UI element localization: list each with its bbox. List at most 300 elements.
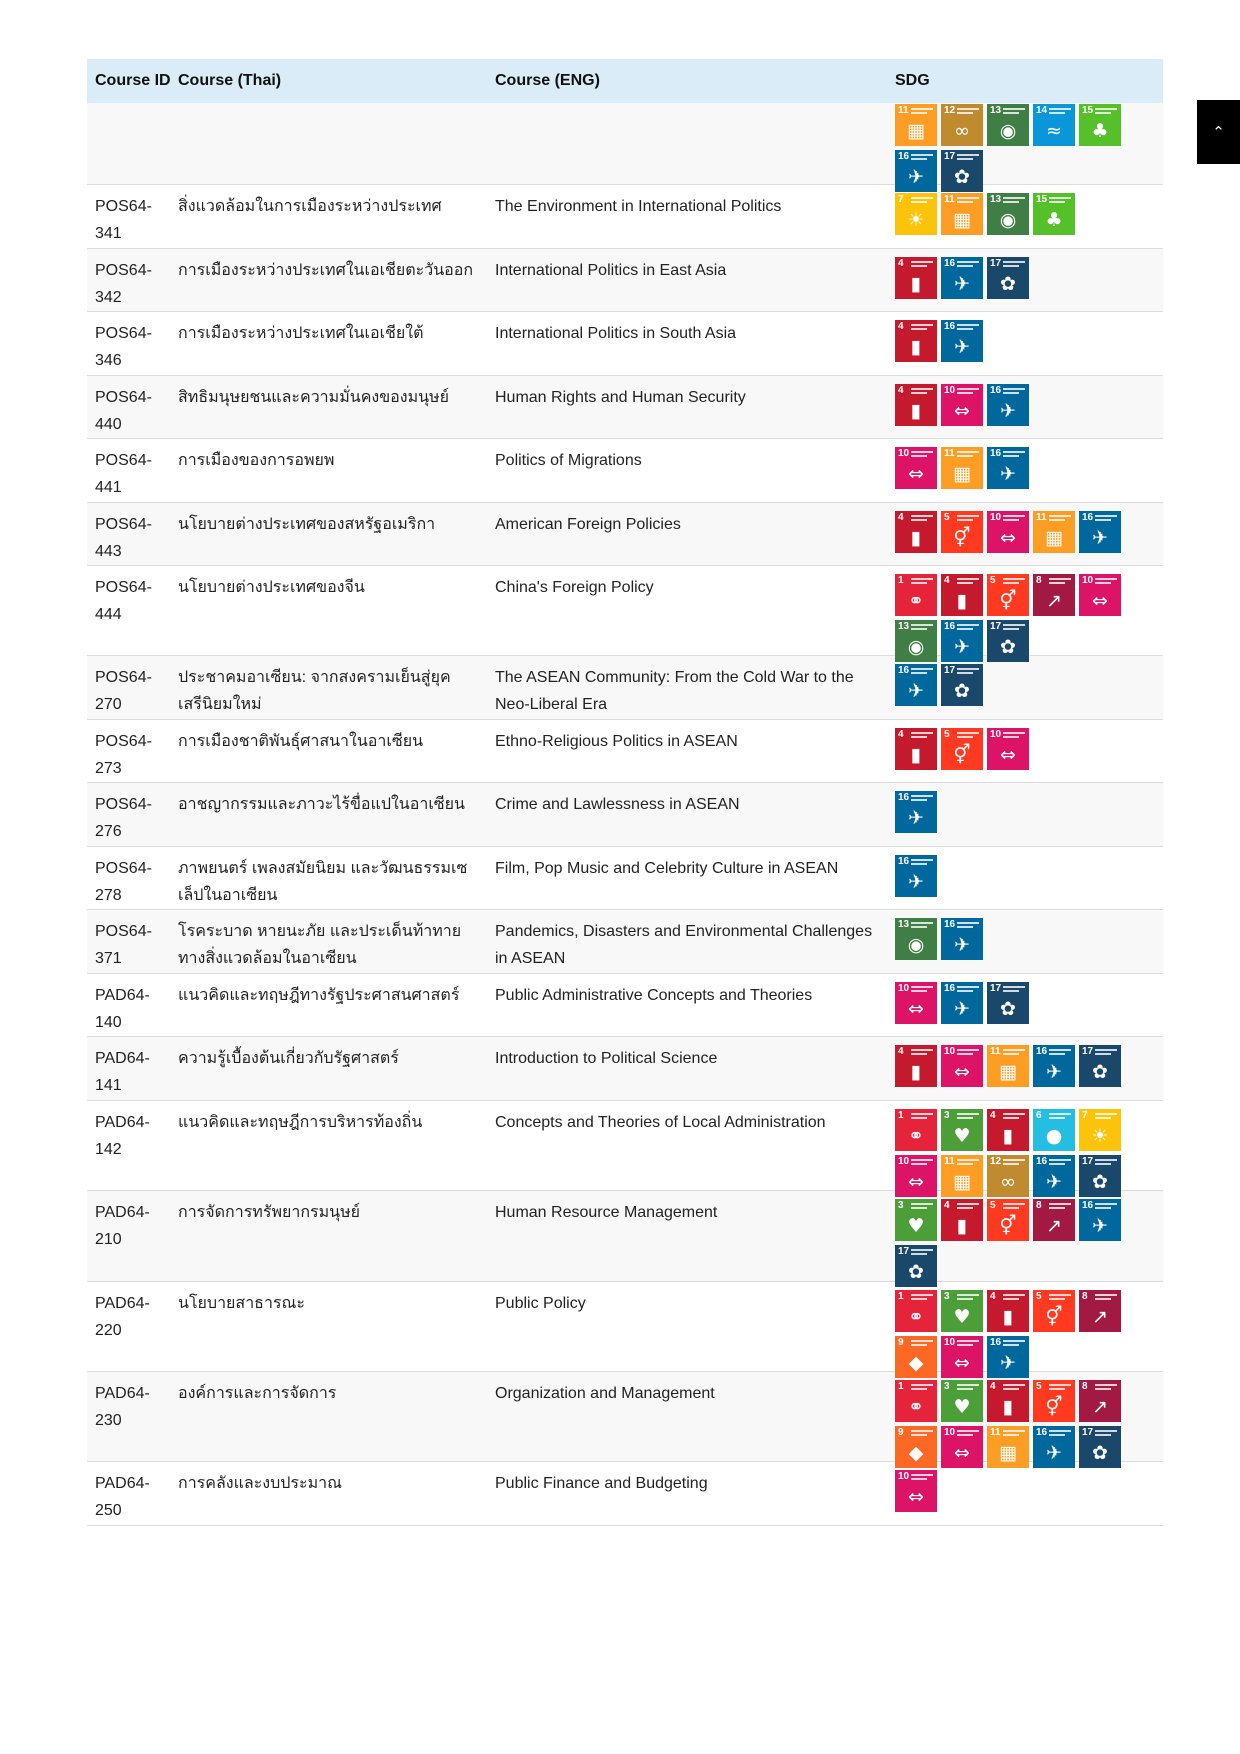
- sdg-number: 16: [898, 151, 910, 162]
- header-course-id: Course ID: [95, 72, 171, 89]
- sdg-number: 4: [944, 575, 950, 586]
- sdg-number: 5: [1036, 1381, 1042, 1392]
- dove-icon: ✈: [1092, 1215, 1108, 1237]
- sdg-16-dove-icon: [895, 150, 937, 192]
- course-id-cell: POS64-270: [95, 669, 152, 713]
- sdg-number: 3: [944, 1110, 950, 1121]
- book-icon: ▮: [910, 527, 922, 549]
- tree-icon: ♣: [1091, 120, 1109, 142]
- sdg-16-dove-icon: [987, 447, 1029, 489]
- sdg-cell: [895, 439, 1163, 502]
- course-thai-cell: ความรู้เบื้องต้นเกี่ยวกับรัฐศาสตร์: [178, 1050, 399, 1067]
- course-thai-cell: การจัดการทรัพยากรมนุษย์: [178, 1204, 361, 1221]
- sdg-17-flower-rings-icon: [1079, 1155, 1121, 1197]
- course-id-cell: POS64-341: [95, 198, 152, 242]
- course-thai-cell: การเมืองของการอพยพ: [178, 452, 335, 469]
- course-thai-cell: โรคระบาด หายนะภัย และประเด็นท้าทายทางสิ่งแวดล้อมในอาเซียน: [178, 923, 462, 967]
- sdg-17-flower-rings-icon: [1079, 1426, 1121, 1468]
- sdg-16-dove-icon: [941, 918, 983, 960]
- scroll-to-top-button[interactable]: [1197, 100, 1240, 164]
- table-row: [87, 974, 1163, 1037]
- course-thai-cell: การเมืองระหว่างประเทศในเอเชียตะวันออก: [178, 262, 474, 279]
- sdg-9-cubes-icon: [895, 1336, 937, 1378]
- header-course-thai: Course (Thai): [178, 72, 282, 89]
- city-icon: ▦: [953, 463, 971, 485]
- course-id-cell: PAD64-140: [95, 987, 150, 1031]
- sdg-number: 8: [1036, 1200, 1042, 1211]
- sdg-17-flower-rings-icon: [987, 257, 1029, 299]
- table-row: [87, 249, 1163, 312]
- sdg-17-flower-rings-icon: [941, 150, 983, 192]
- table-row: [87, 720, 1163, 783]
- sdg-7-sun-icon: [1079, 1109, 1121, 1151]
- sdg-number: 10: [944, 1337, 956, 1348]
- course-id-cell: POS64-342: [95, 262, 152, 306]
- sdg-number: 4: [944, 1200, 950, 1211]
- sdg-number: 16: [1082, 512, 1094, 523]
- sdg-number: 17: [1082, 1427, 1094, 1438]
- sdg-16-dove-icon: [895, 791, 937, 833]
- sun-icon: ☀: [1091, 1125, 1109, 1147]
- dove-icon: ✈: [954, 636, 970, 658]
- sdg-3-heartbeat-icon: [941, 1109, 983, 1151]
- sdg-number: 17: [898, 1246, 910, 1257]
- sdg-number: 16: [1036, 1046, 1048, 1057]
- sdg-cell: [895, 312, 1163, 375]
- sdg-number: 13: [898, 621, 910, 632]
- sdg-cell: [895, 249, 1163, 311]
- sdg-icon-list: [895, 511, 1135, 553]
- course-eng-cell: Crime and Lawlessness in ASEAN: [495, 796, 740, 813]
- sdg-11-city-icon: [941, 1155, 983, 1197]
- course-thai-cell: การเมืองชาติพันธุ์ศาสนาในอาเซียน: [178, 733, 423, 750]
- sdg-number: 17: [1082, 1046, 1094, 1057]
- course-thai-cell: องค์การและการจัดการ: [178, 1385, 337, 1402]
- equality-arrows-icon: ⇔: [954, 1442, 970, 1464]
- table-row: [87, 312, 1163, 376]
- equality-arrows-icon: ⇔: [908, 998, 924, 1020]
- sdg-10-equality-arrows-icon: [941, 384, 983, 426]
- sdg-10-equality-arrows-icon: [895, 982, 937, 1024]
- sdg-4-book-icon: [895, 728, 937, 770]
- sdg-icon-list: [895, 1045, 1135, 1087]
- sdg-15-tree-icon: [1079, 104, 1121, 146]
- sdg-number: 16: [898, 856, 910, 867]
- course-id-cell: POS64-443: [95, 516, 152, 560]
- sdg-5-gender-icon: [1033, 1290, 1075, 1332]
- sdg-1-family-icon: [895, 1380, 937, 1422]
- city-icon: ▦: [999, 1442, 1017, 1464]
- eye-globe-icon: ◉: [907, 934, 925, 956]
- sdg-4-book-icon: [987, 1380, 1029, 1422]
- sdg-cell: [895, 847, 1163, 909]
- sdg-number: 1: [898, 1291, 904, 1302]
- sdg-number: 11: [944, 194, 955, 205]
- book-icon: ▮: [910, 400, 922, 422]
- flower-rings-icon: ✿: [1000, 636, 1016, 658]
- dove-icon: ✈: [908, 871, 924, 893]
- sdg-icon-list: [895, 1199, 1135, 1287]
- course-eng-cell: Human Resource Management: [495, 1204, 718, 1221]
- table-row: [87, 439, 1163, 503]
- sdg-number: 10: [898, 1471, 910, 1482]
- sdg-icon-list: [895, 384, 1135, 426]
- sdg-number: 9: [898, 1427, 904, 1438]
- growth-chart-icon: ↗: [1092, 1396, 1108, 1418]
- sdg-number: 1: [898, 575, 904, 586]
- sdg-number: 16: [898, 792, 910, 803]
- course-id-cell: POS64-444: [95, 579, 152, 623]
- flower-rings-icon: ✿: [1000, 998, 1016, 1020]
- sdg-number: 4: [990, 1381, 996, 1392]
- sdg-number: 16: [944, 919, 956, 930]
- sdg-17-flower-rings-icon: [941, 664, 983, 706]
- city-icon: ▦: [953, 209, 971, 231]
- tree-icon: ♣: [1045, 209, 1063, 231]
- course-eng-cell: International Politics in South Asia: [495, 325, 737, 342]
- sdg-icon-list: [895, 1380, 1135, 1468]
- infinity-icon: ∞: [954, 120, 970, 142]
- sdg-16-dove-icon: [1033, 1045, 1075, 1087]
- sdg-number: 13: [898, 919, 910, 930]
- course-eng-cell: Public Administrative Concepts and Theories: [495, 987, 813, 1004]
- family-icon: ⚭: [908, 590, 924, 612]
- book-icon: ▮: [910, 336, 922, 358]
- sdg-cell: [895, 1101, 1163, 1193]
- sdg-4-book-icon: [895, 511, 937, 553]
- sdg-16-dove-icon: [895, 664, 937, 706]
- dove-icon: ✈: [1046, 1061, 1062, 1083]
- sdg-3-heartbeat-icon: [941, 1380, 983, 1422]
- city-icon: ▦: [999, 1061, 1017, 1083]
- growth-chart-icon: ↗: [1046, 590, 1062, 612]
- sdg-number: 16: [990, 448, 1002, 459]
- book-icon: ▮: [910, 1061, 922, 1083]
- sdg-12-infinity-icon: [941, 104, 983, 146]
- sdg-icon-list: [895, 1290, 1135, 1378]
- sdg-16-dove-icon: [1079, 511, 1121, 553]
- sdg-number: 16: [944, 258, 956, 269]
- dove-icon: ✈: [1046, 1442, 1062, 1464]
- heartbeat-icon: ♥: [907, 1215, 925, 1237]
- equality-arrows-icon: ⇔: [954, 400, 970, 422]
- sdg-number: 8: [1082, 1381, 1088, 1392]
- course-eng-cell: Human Rights and Human Security: [495, 389, 746, 406]
- sdg-17-flower-rings-icon: [895, 1245, 937, 1287]
- sdg-17-flower-rings-icon: [987, 620, 1029, 662]
- sdg-number: 4: [990, 1291, 996, 1302]
- sdg-10-equality-arrows-icon: [987, 511, 1029, 553]
- sdg-8-growth-chart-icon: [1079, 1380, 1121, 1422]
- sdg-number: 10: [990, 512, 1002, 523]
- sdg-number: 1: [898, 1110, 904, 1121]
- water-drop-icon: ●: [1045, 1125, 1063, 1147]
- sdg-number: 16: [1036, 1427, 1048, 1438]
- flower-rings-icon: ✿: [1000, 273, 1016, 295]
- table-row: [87, 847, 1163, 910]
- eye-globe-icon: ◉: [999, 209, 1017, 231]
- table-row: [87, 566, 1163, 656]
- sdg-number: 14: [1036, 105, 1048, 116]
- course-eng-cell: Politics of Migrations: [495, 452, 642, 469]
- sdg-16-dove-icon: [895, 855, 937, 897]
- sdg-9-cubes-icon: [895, 1426, 937, 1468]
- flower-rings-icon: ✿: [1092, 1171, 1108, 1193]
- family-icon: ⚭: [908, 1306, 924, 1328]
- sdg-11-city-icon: [895, 104, 937, 146]
- course-table: [87, 59, 1163, 1526]
- table-row: [87, 656, 1163, 720]
- sdg-cell: [895, 656, 1163, 719]
- sdg-icon-list: [895, 791, 1135, 833]
- sdg-icon-list: [895, 574, 1135, 662]
- sdg-number: 4: [898, 258, 904, 269]
- sdg-icon-list: [895, 982, 1135, 1024]
- sdg-17-flower-rings-icon: [987, 982, 1029, 1024]
- gender-icon: ⚥: [1045, 1396, 1063, 1418]
- dove-icon: ✈: [908, 680, 924, 702]
- course-eng-cell: Public Policy: [495, 1295, 586, 1312]
- eye-globe-icon: ◉: [999, 120, 1017, 142]
- sdg-number: 3: [898, 1200, 904, 1211]
- sdg-number: 10: [944, 1427, 956, 1438]
- sdg-number: 10: [944, 1046, 956, 1057]
- course-id-cell: POS64-346: [95, 325, 152, 369]
- course-eng-cell: Organization and Management: [495, 1385, 715, 1402]
- sdg-10-equality-arrows-icon: [941, 1336, 983, 1378]
- sdg-8-growth-chart-icon: [1033, 574, 1075, 616]
- dove-icon: ✈: [1046, 1171, 1062, 1193]
- sdg-number: 5: [1036, 1291, 1042, 1302]
- course-eng-cell: Public Finance and Budgeting: [495, 1475, 708, 1492]
- course-thai-cell: นโยบายต่างประเทศของจีน: [178, 579, 365, 596]
- sdg-number: 16: [1036, 1156, 1048, 1167]
- sdg-11-city-icon: [987, 1426, 1029, 1468]
- sdg-8-growth-chart-icon: [1033, 1199, 1075, 1241]
- table-row: [87, 1037, 1163, 1101]
- sdg-number: 10: [944, 385, 956, 396]
- equality-arrows-icon: ⇔: [1000, 527, 1016, 549]
- course-eng-cell: The Environment in International Politics: [495, 198, 782, 215]
- course-thai-cell: สิ่งแวดล้อมในการเมืองระหว่างประเทศ: [178, 198, 442, 215]
- sdg-11-city-icon: [941, 193, 983, 235]
- sdg-5-gender-icon: [987, 574, 1029, 616]
- sdg-3-heartbeat-icon: [941, 1290, 983, 1332]
- sdg-icon-list: [895, 664, 1135, 706]
- sdg-icon-list: [895, 1470, 1135, 1512]
- course-id-cell: POS64-276: [95, 796, 152, 840]
- gender-icon: ⚥: [999, 590, 1017, 612]
- sdg-number: 4: [898, 321, 904, 332]
- sdg-number: 11: [1036, 512, 1047, 523]
- sdg-4-book-icon: [987, 1290, 1029, 1332]
- sdg-number: 4: [898, 729, 904, 740]
- cubes-icon: ◆: [908, 1352, 924, 1374]
- sdg-16-dove-icon: [941, 982, 983, 1024]
- sdg-cell: [895, 974, 1163, 1036]
- book-icon: ▮: [956, 1215, 968, 1237]
- table-row: [87, 1101, 1163, 1191]
- sdg-13-eye-globe-icon: [987, 104, 1029, 146]
- sdg-11-city-icon: [987, 1045, 1029, 1087]
- dove-icon: ✈: [1000, 463, 1016, 485]
- book-icon: ▮: [1002, 1396, 1014, 1418]
- dove-icon: ✈: [908, 807, 924, 829]
- sdg-number: 4: [898, 512, 904, 523]
- course-id-cell: POS64-440: [95, 389, 152, 433]
- gender-icon: ⚥: [999, 1215, 1017, 1237]
- sdg-icon-list: [895, 320, 1135, 362]
- sdg-4-book-icon: [941, 1199, 983, 1241]
- heartbeat-icon: ♥: [953, 1125, 971, 1147]
- course-thai-cell: อาชญากรรมและภาวะไร้ขื่อแปในอาเซียน: [178, 796, 465, 813]
- course-eng-cell: Pandemics, Disasters and Environmental Challenges in ASEAN: [495, 923, 873, 967]
- course-thai-cell: แนวคิดและทฤษฎีทางรัฐประศาสนศาสตร์: [178, 987, 460, 1004]
- sdg-1-family-icon: [895, 1109, 937, 1151]
- sdg-cell: [895, 783, 1163, 846]
- sdg-number: 16: [990, 1337, 1002, 1348]
- sdg-cell: [895, 185, 1163, 248]
- sdg-4-book-icon: [941, 574, 983, 616]
- course-id-cell: POS64-278: [95, 860, 152, 904]
- sdg-number: 17: [1082, 1156, 1094, 1167]
- sdg-16-dove-icon: [1079, 1199, 1121, 1241]
- family-icon: ⚭: [908, 1125, 924, 1147]
- sdg-icon-list: [895, 855, 1135, 897]
- course-thai-cell: ภาพยนตร์ เพลงสมัยนิยม และวัฒนธรรมเซเล็ปในอาเซียน: [178, 860, 468, 904]
- sdg-number: 10: [1082, 575, 1094, 586]
- sdg-4-book-icon: [895, 384, 937, 426]
- sdg-7-sun-icon: [895, 193, 937, 235]
- course-id-cell: PAD64-220: [95, 1295, 150, 1339]
- sdg-5-gender-icon: [941, 728, 983, 770]
- sdg-number: 8: [1082, 1291, 1088, 1302]
- table-row: [87, 1191, 1163, 1282]
- chevron-up-icon: ⌃: [1212, 123, 1225, 141]
- sdg-number: 11: [990, 1427, 1001, 1438]
- equality-arrows-icon: ⇔: [908, 1171, 924, 1193]
- sdg-16-dove-icon: [941, 620, 983, 662]
- sdg-16-dove-icon: [987, 1336, 1029, 1378]
- sdg-number: 15: [1036, 194, 1048, 205]
- sdg-6-water-drop-icon: [1033, 1109, 1075, 1151]
- equality-arrows-icon: ⇔: [908, 463, 924, 485]
- sdg-number: 17: [944, 665, 956, 676]
- dove-icon: ✈: [954, 998, 970, 1020]
- book-icon: ▮: [1002, 1125, 1014, 1147]
- course-eng-cell: International Politics in East Asia: [495, 262, 727, 279]
- table-header: [87, 59, 1163, 103]
- sdg-number: 8: [1036, 575, 1042, 586]
- equality-arrows-icon: ⇔: [954, 1352, 970, 1374]
- sdg-number: 3: [944, 1291, 950, 1302]
- sdg-number: 11: [990, 1046, 1001, 1057]
- sdg-number: 17: [990, 621, 1002, 632]
- sdg-1-family-icon: [895, 1290, 937, 1332]
- sdg-10-equality-arrows-icon: [895, 447, 937, 489]
- sdg-cell: [895, 720, 1163, 782]
- sdg-number: 10: [898, 983, 910, 994]
- course-thai-cell: สิทธิมนุษยชนและความมั่นคงของมนุษย์: [178, 389, 449, 406]
- table-row: [87, 1372, 1163, 1462]
- sdg-16-dove-icon: [987, 384, 1029, 426]
- sdg-4-book-icon: [895, 320, 937, 362]
- sdg-cell: [895, 1282, 1163, 1374]
- flower-rings-icon: ✿: [1092, 1061, 1108, 1083]
- sdg-number: 13: [990, 105, 1002, 116]
- course-id-cell: POS64-273: [95, 733, 152, 777]
- sdg-number: 11: [944, 448, 955, 459]
- course-id-cell: POS64-441: [95, 452, 152, 496]
- sdg-16-dove-icon: [1033, 1426, 1075, 1468]
- sdg-16-dove-icon: [941, 257, 983, 299]
- sdg-1-family-icon: [895, 574, 937, 616]
- sdg-5-gender-icon: [987, 1199, 1029, 1241]
- fish-icon: ≈: [1046, 120, 1062, 142]
- sdg-cell: [895, 1037, 1163, 1100]
- cubes-icon: ◆: [908, 1442, 924, 1464]
- dove-icon: ✈: [954, 934, 970, 956]
- eye-globe-icon: ◉: [907, 636, 925, 658]
- sdg-icon-list: [895, 728, 1135, 770]
- growth-chart-icon: ↗: [1046, 1215, 1062, 1237]
- sdg-number: 10: [898, 1156, 910, 1167]
- sdg-number: 4: [898, 385, 904, 396]
- infinity-icon: ∞: [1000, 1171, 1016, 1193]
- course-eng-cell: Ethno-Religious Politics in ASEAN: [495, 733, 738, 750]
- equality-arrows-icon: ⇔: [1092, 590, 1108, 612]
- equality-arrows-icon: ⇔: [954, 1061, 970, 1083]
- course-eng-cell: China's Foreign Policy: [495, 579, 654, 596]
- sdg-cell: [895, 376, 1163, 438]
- course-id-cell: [87, 103, 178, 184]
- sdg-3-heartbeat-icon: [895, 1199, 937, 1241]
- course-thai-cell: นโยบายต่างประเทศของสหรัฐอเมริกา: [178, 516, 436, 533]
- sdg-number: 5: [944, 729, 950, 740]
- course-eng-cell: Introduction to Political Science: [495, 1050, 718, 1067]
- table-row: [87, 1282, 1163, 1372]
- table-row: [87, 376, 1163, 439]
- sdg-13-eye-globe-icon: [895, 620, 937, 662]
- course-id-cell: PAD64-230: [95, 1385, 150, 1429]
- flower-rings-icon: ✿: [1092, 1442, 1108, 1464]
- equality-arrows-icon: ⇔: [908, 1486, 924, 1508]
- sdg-16-dove-icon: [941, 320, 983, 362]
- sdg-number: 7: [898, 194, 904, 205]
- sdg-number: 16: [944, 983, 956, 994]
- sdg-number: 12: [944, 105, 956, 116]
- table-row: [87, 783, 1163, 847]
- sdg-number: 10: [898, 448, 910, 459]
- book-icon: ▮: [956, 590, 968, 612]
- course-thai-cell: ประชาคมอาเซียน: จากสงครามเย็นสู่ยุคเสรีนิยมใหม่: [178, 669, 451, 713]
- course-id-cell: POS64-371: [95, 923, 152, 967]
- book-icon: ▮: [910, 273, 922, 295]
- sdg-cell: [895, 1372, 1163, 1464]
- course-thai-cell: การเมืองระหว่างประเทศในเอเชียใต้: [178, 325, 424, 342]
- gender-icon: ⚥: [1045, 1306, 1063, 1328]
- growth-chart-icon: ↗: [1092, 1306, 1108, 1328]
- sdg-number: 11: [898, 105, 909, 116]
- sdg-icon-list: [895, 1109, 1135, 1197]
- sdg-number: 16: [944, 621, 956, 632]
- course-id-cell: PAD64-210: [95, 1204, 150, 1248]
- sdg-number: 5: [990, 1200, 996, 1211]
- sdg-17-flower-rings-icon: [1079, 1045, 1121, 1087]
- table-row: [87, 910, 1163, 974]
- sdg-number: 13: [990, 194, 1002, 205]
- dove-icon: ✈: [1092, 527, 1108, 549]
